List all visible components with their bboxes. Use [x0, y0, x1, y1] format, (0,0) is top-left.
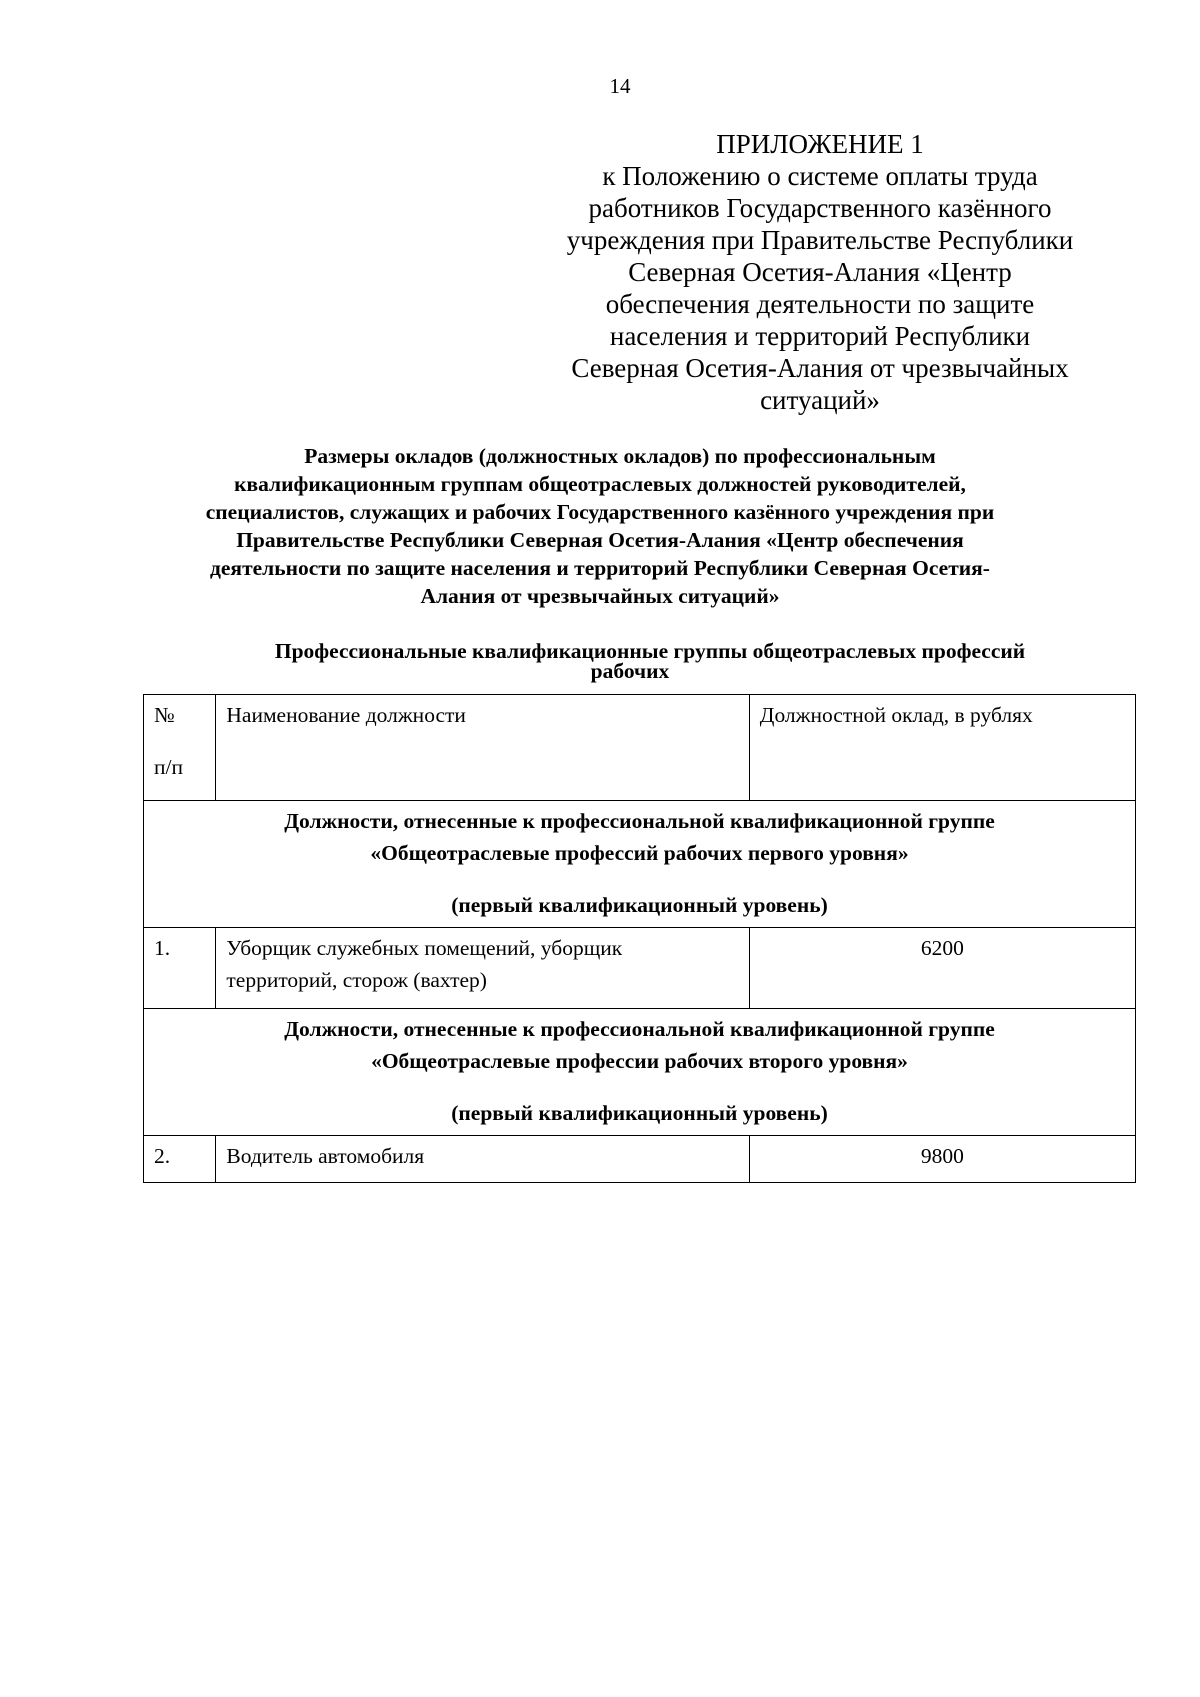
header-num-label: № — [154, 703, 175, 727]
row-num: 1. — [144, 928, 216, 1009]
group-level: (первый квалификационный уровень) — [451, 893, 828, 917]
appendix-line: работников Государственного казённого — [588, 193, 1052, 223]
appendix-line: населения и территорий Республики — [609, 321, 1031, 351]
group-header-cell — [144, 801, 1136, 928]
table-header-row — [144, 695, 1136, 801]
table-subheading — [160, 638, 1100, 683]
appendix-line: ситуаций» — [760, 385, 880, 415]
group-title-line: Должности, отнесенные к профессиональной квалификационной группе — [284, 809, 995, 833]
header-num-sublabel: п/п — [154, 755, 183, 779]
salary-table — [143, 694, 1136, 1183]
row-position — [216, 928, 749, 1009]
appendix-line: Северная Осетия-Алания «Центр — [628, 257, 1012, 287]
group-header-row — [144, 1009, 1136, 1136]
heading-line: квалификационным группам общеотраслевых должностей руководителей, — [234, 472, 966, 496]
header-num-cell — [144, 695, 216, 801]
appendix-line: учреждения при Правительстве Республики — [566, 225, 1074, 255]
appendix-line: Северная Осетия-Алания от чрезвычайных — [571, 353, 1069, 383]
heading-line: деятельности по защите населения и территорий Республики Северная Осетия- — [210, 556, 990, 580]
table-row — [144, 1136, 1136, 1183]
group-title-line: «Общеотраслевые профессий рабочих первого уровня» — [370, 841, 909, 865]
heading-line: Правительстве Республики Северная Осетия-Алания «Центр обеспечения — [236, 528, 964, 552]
row-position-line: Уборщик служебных помещений, уборщик — [226, 936, 623, 960]
heading-line: Алания от чрезвычайных ситуаций» — [420, 584, 780, 608]
header-salary-cell: Должностной оклад, в рублях — [749, 695, 1135, 801]
row-num: 2. — [144, 1136, 216, 1183]
appendix-block — [540, 128, 1100, 416]
appendix-line: к Положению о системе оплаты труда — [602, 161, 1038, 191]
header-name-cell: Наименование должности — [216, 695, 749, 801]
group-title-line: Должности, отнесенные к профессиональной квалификационной группе — [284, 1017, 995, 1041]
document-heading — [150, 442, 1050, 610]
row-salary: 9800 — [749, 1136, 1135, 1183]
group-header-cell — [144, 1009, 1136, 1136]
appendix-title: ПРИЛОЖЕНИЕ 1 — [716, 129, 924, 159]
row-position-line: территорий, сторож (вахтер) — [226, 968, 487, 992]
heading-line: Размеры окладов (должностных окладов) по профессиональным — [304, 444, 936, 468]
group-title-line: «Общеотраслевые профессии рабочих второго уровня» — [371, 1049, 908, 1073]
subheading-line: Профессиональные квалификационные группы общеотраслевых профессий — [274, 639, 1026, 663]
subheading-line: рабочих — [590, 659, 670, 683]
row-salary: 6200 — [749, 928, 1135, 1009]
page-number: 14 — [609, 74, 631, 98]
table-row — [144, 928, 1136, 1009]
row-position-line: Водитель автомобиля — [226, 1144, 425, 1168]
heading-line: специалистов, служащих и рабочих Государственного казённого учреждения при — [205, 500, 995, 524]
appendix-line: обеспечения деятельности по защите — [605, 289, 1035, 319]
row-position — [216, 1136, 749, 1183]
group-level: (первый квалификационный уровень) — [451, 1101, 828, 1125]
group-header-row — [144, 801, 1136, 928]
